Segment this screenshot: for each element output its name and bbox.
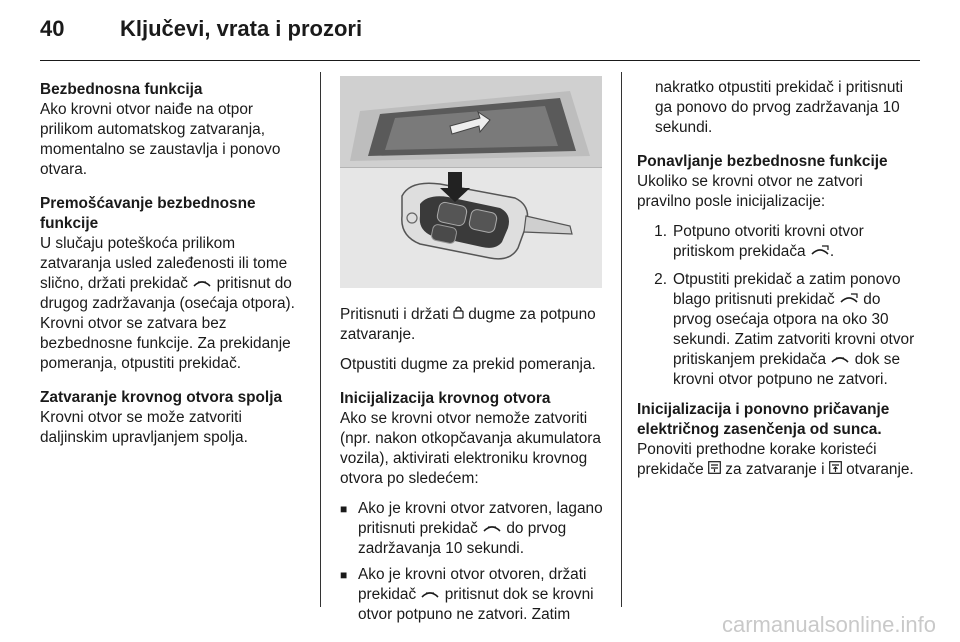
shade-close-icon: [708, 460, 721, 480]
section-heading: Inicijalizacija krovnog otvora: [340, 390, 551, 407]
watermark: carmanualsonline.info: [721, 612, 936, 637]
roof-open-icon: [810, 242, 830, 262]
numbered-list: [637, 222, 920, 390]
section-body: Ako se krovni otvor nemože zatvoriti (npr. nakon otkopčavanja akumulatora vozila), aktivirati elektroniku krovnog otvora po sledećem:: [340, 410, 601, 487]
figure-caption: Pritisnuti i držati dugme za potpuno zatvaranje.: [340, 306, 596, 343]
roof-close-icon: [420, 585, 440, 605]
section-override: [40, 194, 310, 374]
section-body: Ukoliko se krovni otvor ne zatvori pravilno posle inicijalizacije:: [637, 173, 863, 210]
section-heading: Zatvaranje krovnog otvora spolja: [40, 389, 283, 406]
key-lock-icon: [453, 305, 464, 325]
section-heading: Premošćavanje bezbednosne funkcije: [40, 195, 256, 232]
section-heading: Bezbednosna funkcija: [40, 81, 203, 98]
section-body: Ponoviti prethodne korake koristeći prekidače za zatvaranje i otvaranje.: [637, 441, 914, 478]
section-body: Ako krovni otvor naiđe na otpor prilikom automatskog zatvaranja, momentalno se zaustavlja i ponovo otvara.: [40, 101, 281, 178]
list-item: 2. Otpustiti prekidač a zatim ponovo blago pritisnuti prekidač do prvog osećaja otpora na oko 30 sekundi. Zatim zatvoriti krovni otvor pritiskanjem prekidača dok se krovni otvor potpuno ne zatvori.: [637, 270, 920, 390]
list-item: 1. Potpuno otvoriti krovni otvor pritiskom prekidača .: [637, 222, 920, 262]
list-item: ■ Ako je krovni otvor zatvoren, lagano pritisnuti prekidač do prvog zadržavanja 10 sekundi.: [340, 499, 605, 559]
column-3: [637, 78, 920, 490]
page-title: Ključevi, vrata i prozori: [120, 16, 363, 41]
page-number: 40: [40, 16, 65, 41]
section-remote-close: [40, 388, 310, 448]
section-body: U slučaju poteškoća prilikom zatvaranja usled zaleđenosti ili tome slično, držati prekidač pritisnut do drugog zadržavanja (osećaja otpora). Krovni otvor se zatvara bez bezbednosne funkcije. Za prekidanje pomeranja, otpustiti prekidač.: [40, 235, 295, 372]
figure-caption-2: Otpustiti dugme za prekid pomeranja.: [340, 356, 596, 373]
section-safety: [40, 80, 310, 180]
list-number: 1.: [654, 223, 667, 240]
section-heading: Inicijalizacija i ponovno pričavanje električnog zasenčenja od sunca.: [637, 401, 890, 438]
bullet-list: [340, 499, 605, 625]
shade-open-icon: [829, 460, 842, 480]
list-item: ■ Ako je krovni otvor otvoren, držati prekidač pritisnut dok se krovni otvor potpuno ne zatvori. Zatim: [340, 565, 605, 625]
roof-close-icon: [482, 519, 502, 539]
column-divider-2: [621, 72, 622, 607]
list-number: 2.: [654, 271, 667, 288]
column-1: [40, 80, 310, 462]
roof-close-icon: [830, 350, 850, 370]
column-divider-1: [320, 72, 321, 607]
column-2: [340, 305, 605, 631]
section-body: Krovni otvor se može zatvoriti daljinskim upravljanjem spolja.: [40, 409, 248, 446]
continued-text: nakratko otpustiti prekidač i pritisnuti ga ponovo do prvog zadržavanja 10 sekundi.: [655, 79, 904, 136]
key-fob-illustration: [340, 76, 602, 288]
header-rule: [40, 60, 920, 61]
section-heading: Ponavljanje bezbednosne funkcije: [637, 153, 888, 170]
page-header: [40, 16, 920, 56]
roof-close-icon: [192, 274, 212, 294]
roof-open-icon: [839, 290, 859, 310]
